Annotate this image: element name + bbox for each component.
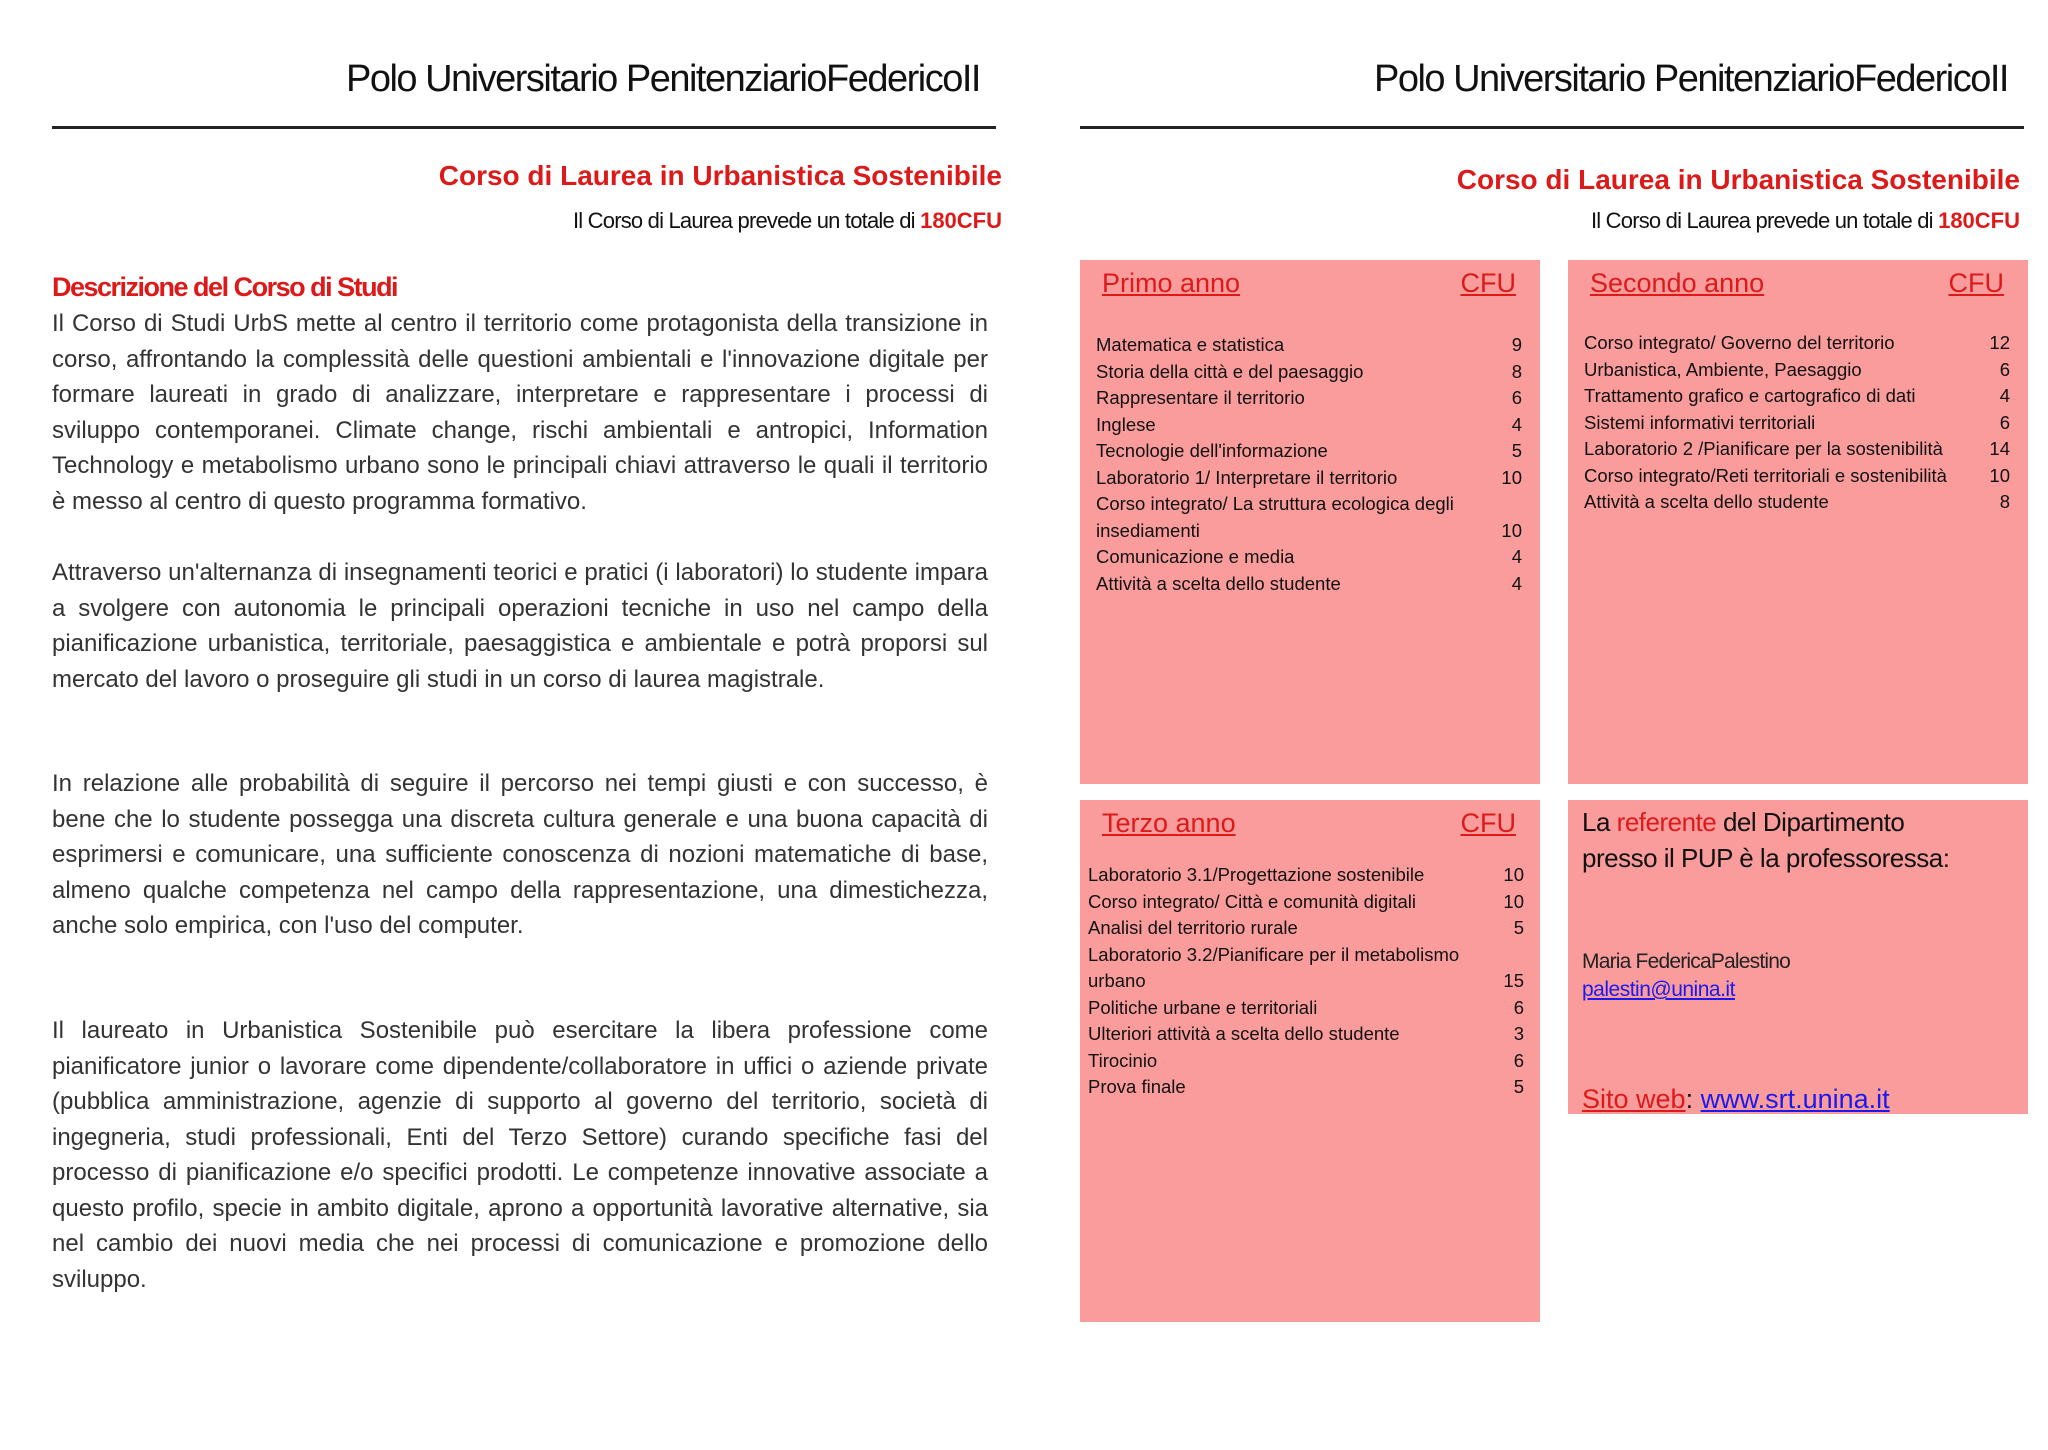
course-row: [1096, 332, 1522, 359]
second-year-box: [1568, 260, 2028, 784]
course-row: [1096, 412, 1522, 439]
course-row: [1096, 465, 1522, 492]
course-cfu: 4: [1511, 413, 1522, 435]
first-year-title: Primo anno: [1102, 268, 1241, 298]
course-name: Sistemi informativi territoriali: [1584, 411, 1816, 433]
course-name: Corso integrato/ Governo del territorio: [1584, 332, 1895, 353]
course-cfu: 10: [1503, 864, 1524, 885]
course-name: Prova finale: [1088, 1076, 1186, 1097]
cfu-total-text: Il Corso di Laurea prevede un totale di: [572, 208, 915, 233]
course-cfu: 10: [1501, 519, 1522, 541]
first-year-cfu-label: CFU: [1460, 268, 1516, 298]
course-row: [1584, 489, 2010, 516]
referent-intro: [1582, 804, 1962, 876]
course-name: Laboratorio 2 /Pianificare per la sostenibilità: [1584, 438, 1943, 459]
cfu-total-line: [573, 208, 1002, 234]
second-year-title: Secondo anno: [1590, 268, 1765, 298]
description-paragraph-2: Attraverso un'alternanza di insegnamenti teorici e pratici (i laboratori) lo studente impara a svolgere con autonomia le principali operazioni tecniche in uso nel campo della pianificazione urbanistica, territoriale, paesaggistica e ambientale e potrà proporsi sul mercato del lavoro o proseguire gli studi in un corso di laurea magistrale.: [52, 559, 988, 693]
course-name: Laboratorio 3.2/Pianificare per il metabolismo urbano: [1088, 943, 1460, 991]
course-cfu: 5: [1513, 917, 1524, 938]
description-paragraph-1: Il Corso di Studi UrbS mette al centro il territorio come protagonista della transizione in corso, affrontando la complessità delle questioni ambientali e l'innovazione digitale per formare laureati in grado di analizzare, interpretare e rappresentare i processi di sviluppo contemporanei. Climate change, rischi ambientali e antropici, Information Technology e metabolismo urbano sono le principali chiavi attraverso le quali il territorio è messo al centro di questo programma formativo.: [52, 310, 988, 515]
course-row: [1096, 438, 1522, 465]
course-name: Tecnologie dell'informazione: [1096, 440, 1328, 461]
website-label: Sito web: [1582, 1084, 1686, 1114]
course-name: Politiche urbane e territoriali: [1088, 996, 1318, 1018]
course-row: [1584, 436, 2010, 463]
referent-email-link[interactable]: palestin@unina.it: [1582, 978, 1735, 1001]
header-divider: [1080, 126, 2024, 129]
career-paragraph: Il laureato in Urbanistica Sostenibile può esercitare la libera professione come pianificatore junior o lavorare come dipendente/collaboratore in uffici o aziende private (pubblica amministrazione, agenzie di supporto al governo del territorio, società di ingegneria, studi professionali, Enti del Terzo Settore) curando specifiche fasi del processo di pianificazione e/o specifici prodotti. Le competenze innovative associate a questo profilo, specie in ambito digitale, aprono a opportunità lavorative alternative, sia nel cambio dei nuovi media che nei processi di comunicazione e promozione dello sviluppo.: [52, 1017, 988, 1293]
course-cfu: 15: [1503, 970, 1524, 991]
course-cfu: 6: [1999, 411, 2010, 433]
course-name: Tirocinio: [1088, 1049, 1158, 1071]
header-title: Polo Universitario PenitenziarioFedericoII: [1374, 58, 2008, 100]
course-cfu: 6: [1999, 358, 2010, 380]
course-cfu: 9: [1511, 334, 1522, 355]
first-year-course-list: [1096, 332, 1522, 597]
course-row: [1584, 357, 2010, 384]
course-row: [1096, 544, 1522, 571]
requirements-paragraph: In relazione alle probabilità di seguire il percorso nei tempi giusti e con successo, è bene che lo studente possegga una discreta cultura generale e una buona capacità di esprimersi e comunicare, una sufficiente conoscenza di nozioni matematiche di base, almeno qualche competenza nel campo della rappresentazione, una dimestichezza, anche solo empirica, con l'uso del computer.: [52, 770, 988, 939]
course-cfu: 5: [1513, 1076, 1524, 1097]
course-cfu: 8: [1999, 491, 2010, 512]
course-cfu: 8: [1511, 360, 1522, 382]
course-cfu: 4: [1511, 546, 1522, 567]
course-name: Rappresentare il territorio: [1096, 387, 1305, 408]
course-name: Laboratorio 1/ Interpretare il territorio: [1096, 466, 1398, 488]
course-cfu: 4: [1511, 572, 1522, 594]
course-cfu: 12: [1989, 332, 2010, 353]
course-cfu: 6: [1511, 387, 1522, 408]
course-title: Corso di Laurea in Urbanistica Sostenibile: [1456, 164, 2020, 195]
course-name: Corso integrato/ Città e comunità digitali: [1088, 890, 1417, 912]
course-cfu: 5: [1511, 440, 1522, 461]
course-cfu: 10: [1989, 464, 2010, 486]
left-page: [52, 0, 1002, 1450]
course-name: Analisi del territorio rurale: [1088, 917, 1298, 938]
course-row: [1584, 330, 2010, 357]
course-row: [1096, 491, 1522, 544]
course-name: Inglese: [1096, 413, 1156, 435]
course-cfu: 10: [1503, 890, 1524, 912]
course-cfu: 4: [1999, 385, 2010, 406]
course-row: [1088, 942, 1524, 995]
third-year-box: [1080, 800, 1540, 1322]
header-title: Polo Universitario PenitenziarioFedericoII: [346, 58, 980, 100]
course-row: [1088, 1021, 1524, 1048]
course-cfu: 14: [1989, 438, 2010, 459]
course-name: Matematica e statistica: [1096, 334, 1285, 355]
second-year-course-list: [1584, 330, 2010, 516]
course-row: [1088, 1074, 1524, 1101]
first-year-box: [1080, 260, 1540, 784]
course-name: Attività a scelta dello studente: [1096, 572, 1341, 594]
cfu-total-line: [1591, 208, 2020, 234]
referent-box: [1568, 800, 2028, 1114]
course-name: Storia della città e del paesaggio: [1096, 360, 1364, 382]
second-year-cfu-label: CFU: [1948, 268, 2004, 298]
course-row: [1088, 862, 1524, 889]
course-row: [1096, 385, 1522, 412]
cfu-total-text: Il Corso di Laurea prevede un totale di: [1590, 208, 1933, 233]
course-cfu: 6: [1513, 996, 1524, 1018]
third-year-course-list: [1088, 862, 1524, 1101]
course-row: [1088, 995, 1524, 1022]
cfu-total-value: 180CFU: [920, 208, 1002, 233]
course-cfu: 10: [1501, 466, 1522, 488]
course-name: Attività a scelta dello studente: [1584, 491, 1829, 512]
course-row: [1096, 359, 1522, 386]
referent-intro-prefix: La: [1582, 807, 1610, 837]
course-row: [1584, 383, 2010, 410]
third-year-cfu-label: CFU: [1460, 808, 1516, 838]
referent-name: Maria FedericaPalestino: [1582, 950, 1791, 973]
third-year-header: [1102, 808, 1518, 844]
course-cfu: 3: [1513, 1023, 1524, 1044]
website-line: [1582, 1084, 1890, 1115]
course-name: Ulteriori attività a scelta dello studente: [1088, 1023, 1400, 1044]
course-row: [1584, 463, 2010, 490]
cfu-total-value: 180CFU: [1938, 208, 2020, 233]
referent-intro-highlight: referente: [1616, 807, 1717, 837]
course-row: [1096, 571, 1522, 598]
course-row: [1584, 410, 2010, 437]
course-row: [1088, 889, 1524, 916]
course-name: Comunicazione e media: [1096, 546, 1295, 567]
course-name: Corso integrato/ La struttura ecologica degli insediamenti: [1096, 493, 1454, 541]
second-year-header: [1590, 268, 2006, 304]
course-name: Corso integrato/Reti territoriali e sostenibilità: [1584, 464, 1947, 486]
course-row: [1088, 1048, 1524, 1075]
website-colon: :: [1685, 1084, 1694, 1114]
header-divider: [52, 126, 996, 129]
course-name: Trattamento grafico e cartografico di dati: [1584, 385, 1916, 406]
referent-intro-suffix: del Dipartimento presso il PUP è la professoressa:: [1582, 807, 1950, 873]
first-year-header: [1102, 268, 1518, 304]
course-name: Laboratorio 3.1/Progettazione sostenibile: [1088, 864, 1425, 885]
course-name: Urbanistica, Ambiente, Paesaggio: [1584, 358, 1862, 380]
third-year-title: Terzo anno: [1102, 808, 1236, 838]
description-heading: Descrizione del Corso di Studi: [52, 272, 398, 302]
course-title: Corso di Laurea in Urbanistica Sostenibile: [438, 160, 1002, 191]
course-row: [1088, 915, 1524, 942]
course-cfu: 6: [1513, 1049, 1524, 1071]
website-link[interactable]: www.srt.unina.it: [1700, 1084, 1890, 1114]
